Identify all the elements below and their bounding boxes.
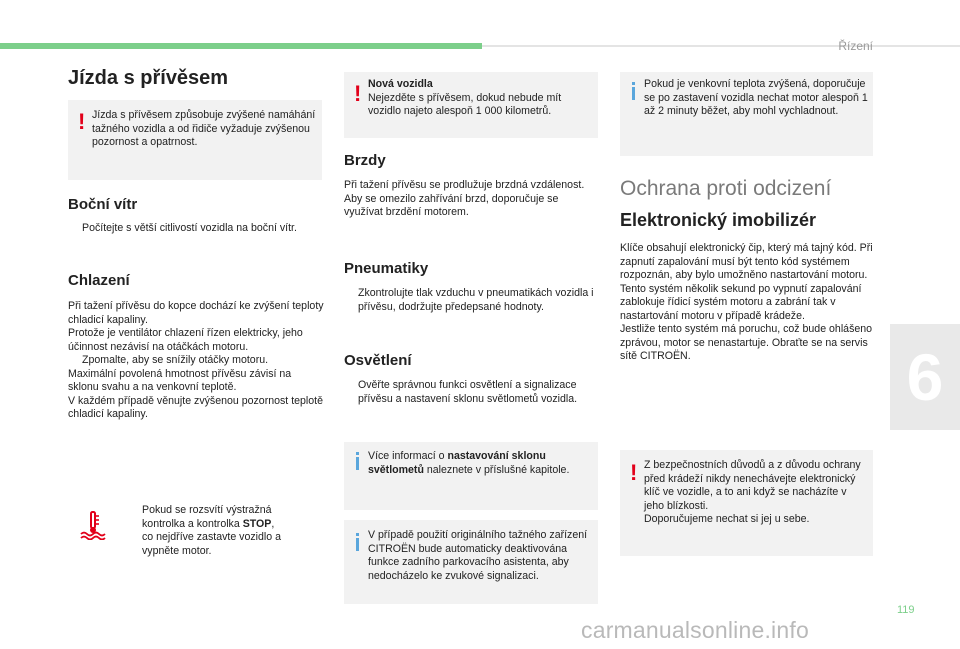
new-vehicles-body: Nejezděte s přívěsem, dokud nebude mít vozidlo najeto alespoň 1 000 kilometrů. (368, 91, 562, 117)
chapter-tab: 6 (890, 324, 960, 430)
info-temperature-text: Pokud je venkovní teplota zvýšená, doporučuje se po zastavení vozidla nechat motor alespoň 1 až 2 minuty běžet, aby mohl vychladnout. (644, 78, 868, 117)
coolant-temperature-icon (78, 510, 108, 540)
lamp-line-text: Pokud se rozsvítí výstražná (142, 504, 272, 516)
warning-icon: ! (354, 81, 362, 106)
brakes-paragraph: Aby se omezilo zahřívání brzd, doporučuje se využívat brzdění motorem. (344, 192, 559, 218)
cooling-bullet-text: Zpomalte, aby se snížily otáčky motoru. (82, 354, 269, 366)
section-title-towing: Jízda s přívěsem (68, 67, 229, 89)
lighting-bullet (344, 379, 598, 406)
info-towbar-text: V případě použití originálního tažného zařízení CITROËN bude automaticky deaktivována funkce zadního parkovacího asistenta, aby nedocházelo ke zvukové signalizaci. (368, 529, 588, 582)
info-text: Více informací o (368, 450, 448, 462)
crosswind-text: Počítejte s větší citlivostí vozidla na boční vítr. (82, 222, 297, 234)
info-headlamp-text (368, 450, 590, 477)
warning-box-new-vehicles (344, 72, 598, 138)
warning-text: Jízda s přívěsem způsobuje zvýšené namáhání tažného vozidla a od řidiče vyžaduje zvýšenou pozornost a opatrnost. (92, 109, 316, 148)
section-title-theft: Ochrana proti odcizení (620, 177, 832, 200)
crosswind-bullet (68, 222, 332, 236)
lamp-line: co nejdříve zastavte vozidlo a (142, 531, 281, 543)
warning-key-paragraph: Doporučujeme nechat si jej u sebe. (644, 513, 810, 525)
chapter-title: Řízení (838, 39, 873, 53)
tyres-bullet (344, 287, 608, 314)
heading-lighting: Osvětlení (344, 352, 412, 369)
warning-box-key (620, 450, 873, 556)
info-icon (632, 82, 635, 100)
info-link-text[interactable]: nastavování sklonu světlometů (368, 450, 546, 476)
header-divider (482, 45, 960, 47)
heading-crosswind: Boční vítr (68, 196, 138, 213)
lamp-line-text: , (271, 517, 275, 530)
lamp-line-text: kontrolka a kontrolka (142, 517, 243, 530)
heading-immobilizer: Elektronický imobilizér (620, 210, 817, 230)
immobilizer-paragraph: Jestliže tento systém má poruchu, což bude ohlášeno zprávou, motor se nenastartuje. Obraťte se na servis sítě CITROËN. (620, 323, 873, 362)
watermark: carmanualsonline.info (581, 617, 809, 643)
info-box-towbar (344, 520, 598, 604)
new-vehicles-text (368, 78, 594, 119)
lamp-line (128, 518, 318, 532)
info-icon (356, 533, 359, 551)
cooling-text (68, 300, 324, 422)
lamp-instruction (128, 504, 318, 558)
page-number: 119 (897, 604, 915, 616)
header-accent-bar (0, 43, 482, 49)
cooling-bullet (68, 354, 324, 368)
tyres-text: Zkontrolujte tlak vzduchu v pneumatikách vozidla i přívěsu, dodržujte předepsané hodnoty. (358, 287, 594, 313)
immobilizer-text (620, 242, 876, 364)
lighting-text: Ověřte správnou funkci osvětlení a signalizace přívěsu a nastavení sklonu světlometů vozidla. (358, 379, 578, 405)
immobilizer-paragraph: Klíče obsahují elektronický čip, který má tajný kód. Při zapnutí zapalování musí být tento kód systémem rozpoznán, aby bylo umožněno nastartování motoru. (620, 242, 873, 281)
cooling-paragraph: V každém případě věnujte zvýšenou pozornost teplotě chladicí kapaliny. (68, 394, 323, 420)
info-icon (356, 452, 359, 470)
heading-cooling: Chlazení (68, 272, 130, 289)
warning-icon: ! (630, 460, 638, 485)
warning-key-paragraph: Z bezpečnostních důvodů a z důvodu ochrany před krádeží nikdy nenechávejte elektronický klíč ve vozidle, a to ani když se nacházíte v jeho blízkosti. (644, 459, 861, 512)
lamp-line (128, 504, 318, 518)
cooling-paragraph: Protože je ventilátor chlazení řízen elektricky, jeho účinnost nezávisí na otáčkách motoru. (68, 327, 303, 353)
warning-box-towing (68, 100, 322, 180)
cooling-paragraph: Při tažení přívěsu do kopce dochází ke zvýšení teploty chladicí kapaliny. (68, 300, 324, 326)
warning-key-text (644, 459, 868, 527)
new-vehicles-title: Nová vozidla (368, 78, 433, 90)
heading-brakes: Brzdy (344, 152, 386, 169)
immobilizer-paragraph: Tento systém několik sekund po vypnutí zapalování zablokuje řídicí systém motoru a zabrání tak v nastartování motoru v případě krádeže. (620, 282, 862, 322)
cooling-paragraph: Maximální povolená hmotnost přívěsu závisí na sklonu svahu a na venkovní teplotě. (68, 367, 292, 393)
warning-icon: ! (78, 109, 86, 134)
heading-tyres: Pneumatiky (344, 260, 429, 277)
info-box-temperature (620, 72, 873, 156)
info-text: naleznete v příslušné kapitole. (423, 463, 570, 476)
info-box-headlamp (344, 442, 598, 510)
lamp-line: vypněte motor. (142, 544, 212, 557)
brakes-paragraph: Při tažení přívěsu se prodlužuje brzdná vzdálenost. (344, 179, 585, 191)
stop-label: STOP (242, 517, 272, 530)
brakes-text (344, 179, 596, 220)
